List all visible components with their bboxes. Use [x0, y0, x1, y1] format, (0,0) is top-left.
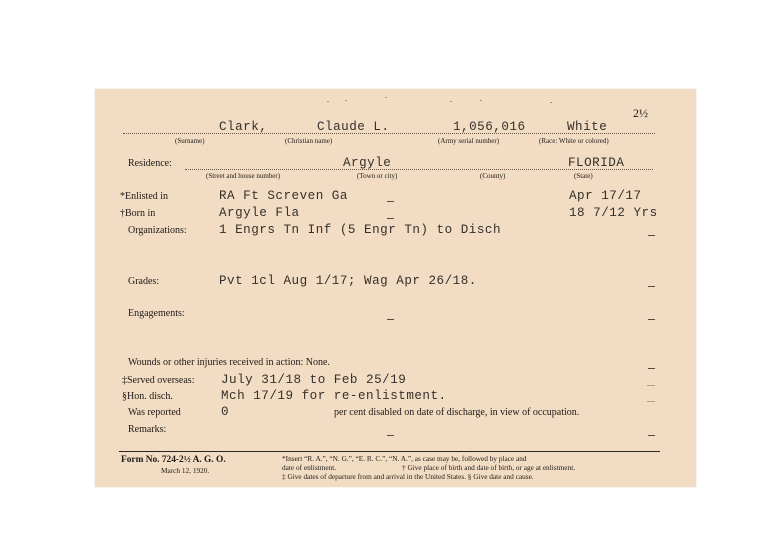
- paper-speck: [327, 101, 329, 102]
- engagements-label: Engagements:: [128, 308, 185, 319]
- disability-percent-value: 0: [221, 405, 230, 419]
- blank-dash: [648, 235, 655, 236]
- blank-dash: [647, 401, 655, 402]
- surname-caption: (Surname): [175, 137, 205, 145]
- blank-dash: [648, 368, 655, 369]
- organizations-value: 1 Engrs Tn Inf (5 Engr Tn) to Disch: [219, 223, 502, 237]
- county-caption: (County): [480, 172, 506, 180]
- reported-suffix: per cent disabled on date of discharge, in view of occupation.: [334, 407, 580, 418]
- blank-dash: [387, 218, 394, 219]
- enlisted-label: *Enlisted in: [120, 191, 169, 202]
- race-caption: (Race: White or colored): [539, 137, 609, 145]
- footer-rule: [119, 451, 660, 452]
- blank-dash: [648, 319, 655, 320]
- serial-caption: (Army serial number): [438, 137, 500, 145]
- residence-label: Residence:: [128, 158, 172, 169]
- state-value: FLORIDA: [568, 156, 625, 170]
- blank-dash: [387, 201, 394, 202]
- christian-name-caption: (Christian name): [285, 137, 333, 145]
- grades-label: Grades:: [128, 276, 160, 287]
- paper-speck: [450, 101, 452, 102]
- grades-value: Pvt 1cl Aug 1/17; Wag Apr 26/18.: [219, 274, 477, 288]
- town-value: Argyle: [343, 156, 392, 170]
- served-overseas-label: ‡Served overseas:: [122, 375, 195, 386]
- footnote-line-2a: date of enlistment.: [282, 463, 337, 472]
- christian-name-value: Claude L.: [317, 120, 390, 134]
- street-caption: (Street and house number): [206, 172, 281, 180]
- blank-dash: [648, 286, 655, 287]
- paper-speck: [385, 97, 387, 98]
- blank-dash: [648, 435, 655, 436]
- blank-dash: [387, 435, 394, 436]
- born-label: †Born in: [120, 208, 156, 219]
- paper-speck: [345, 100, 347, 101]
- footnote-line-1: *Insert “R. A.”, “N. G.”, “E. R. C.”, “N. A.”, as case may be, followed by place and: [282, 454, 527, 463]
- enlisted-value: RA Ft Screven Ga: [219, 189, 348, 203]
- blank-dash: [647, 385, 655, 386]
- surname-value: Clark,: [219, 120, 268, 134]
- footnote-line-2b: † Give place of birth and date of birth, or age at enlistment.: [402, 463, 576, 472]
- enlisted-date: Apr 17/17: [569, 189, 642, 203]
- paper-speck: [480, 100, 482, 101]
- born-value: Argyle Fla: [219, 206, 300, 220]
- served-overseas-value: July 31/18 to Feb 25/19: [221, 373, 407, 387]
- remarks-label: Remarks:: [128, 424, 167, 435]
- born-age: 18 7/12 Yrs: [569, 206, 658, 220]
- form-number: Form No. 724-2½ A. G. O.: [121, 455, 226, 465]
- race-value: White: [567, 120, 608, 134]
- town-caption: (Town or city): [357, 172, 398, 180]
- footnote-line-3: ‡ Give dates of departure from and arrival in the United States. § Give date and cause.: [282, 472, 534, 481]
- wounds-text: Wounds or other injuries received in action: None.: [128, 357, 330, 368]
- form-date: March 12, 1920.: [161, 466, 210, 475]
- state-caption: (State): [574, 172, 593, 180]
- blank-dash: [387, 319, 394, 320]
- form-number-mark: 2½: [633, 106, 648, 120]
- service-record-card: [95, 89, 696, 487]
- discharge-label: §Hon. disch.: [122, 391, 173, 402]
- discharge-value: Mch 17/19 for re-enlistment.: [221, 389, 447, 403]
- serial-number-value: 1,056,016: [453, 120, 526, 134]
- paper-speck: [550, 102, 552, 103]
- organizations-label: Organizations:: [128, 225, 187, 236]
- reported-label: Was reported: [128, 407, 181, 418]
